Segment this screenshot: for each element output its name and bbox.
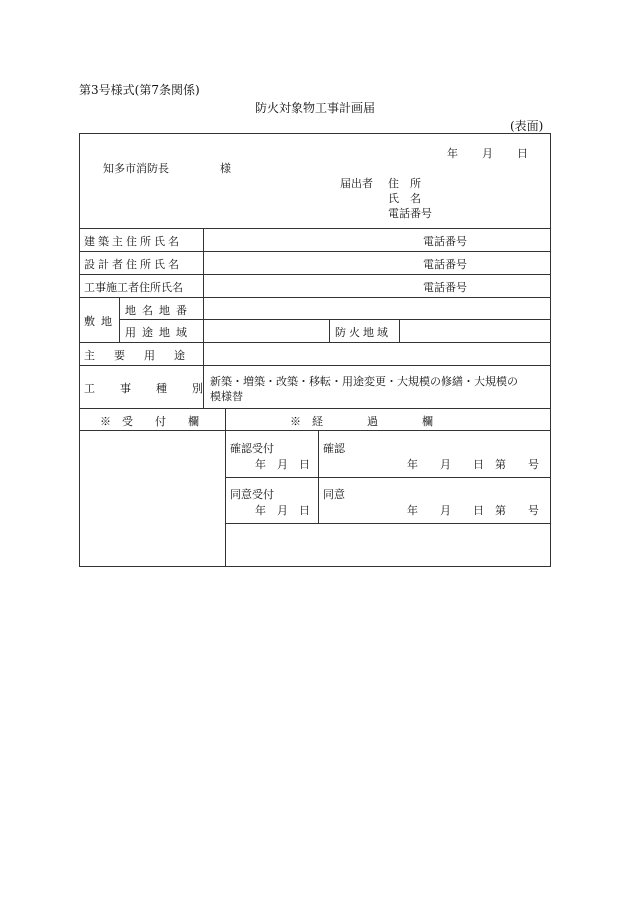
designer-phone-label: 電話番号 [423, 258, 467, 271]
site-label: 敷地 [84, 315, 118, 328]
contractor-label: 工事施工者住所氏名 [84, 281, 183, 294]
work-type-line1: 新築・増築・改築・移転・用途変更・大規模の修繕・大規模の [210, 375, 518, 388]
consent-receipt-label: 同意受付 [230, 488, 274, 501]
header-year: 年 [447, 147, 458, 160]
progress-header: ※ 経 過 欄 [290, 415, 433, 428]
addressee: 知多市消防長 [103, 162, 169, 175]
owner-phone-label: 電話番号 [423, 235, 467, 248]
consent-number-line: 年 月 日 第 号 [407, 504, 539, 517]
designer-label: 設計者住所氏名 [84, 258, 182, 271]
zoning-label: 用途地域 [125, 326, 193, 339]
header-day: 日 [517, 147, 528, 160]
fire-zone-label: 防火地域 [335, 326, 391, 339]
work-type-label: 工事種別 [84, 382, 228, 395]
confirm-receipt-date: 年 月 日 [255, 458, 310, 471]
owner-label: 建築主住所氏名 [84, 235, 182, 248]
header-month: 月 [482, 147, 493, 160]
consent-label: 同意 [323, 488, 345, 501]
honorific: 様 [220, 162, 231, 175]
contractor-phone-label: 電話番号 [423, 281, 467, 294]
work-type-line2: 模様替 [210, 390, 243, 403]
address-label: 住 所 [388, 177, 421, 190]
form-number: 第3号様式(第7条関係) [79, 83, 200, 97]
form-title: 防火対象物工事計画届 [255, 101, 376, 115]
main-use-label: 主要用途 [84, 349, 204, 362]
consent-receipt-date: 年 月 日 [255, 504, 310, 517]
phone-label: 電話番号 [388, 207, 432, 220]
reception-header: ※ 受 付 欄 [100, 415, 199, 428]
confirm-number-line: 年 月 日 第 号 [407, 458, 539, 471]
lot-label: 地名地番 [125, 304, 193, 317]
applicant-label: 届出者 [340, 177, 373, 190]
name-label: 氏 名 [388, 192, 421, 205]
confirm-label: 確認 [323, 442, 345, 455]
side-label: (表面) [510, 119, 544, 133]
confirm-receipt-label: 確認受付 [230, 442, 274, 455]
